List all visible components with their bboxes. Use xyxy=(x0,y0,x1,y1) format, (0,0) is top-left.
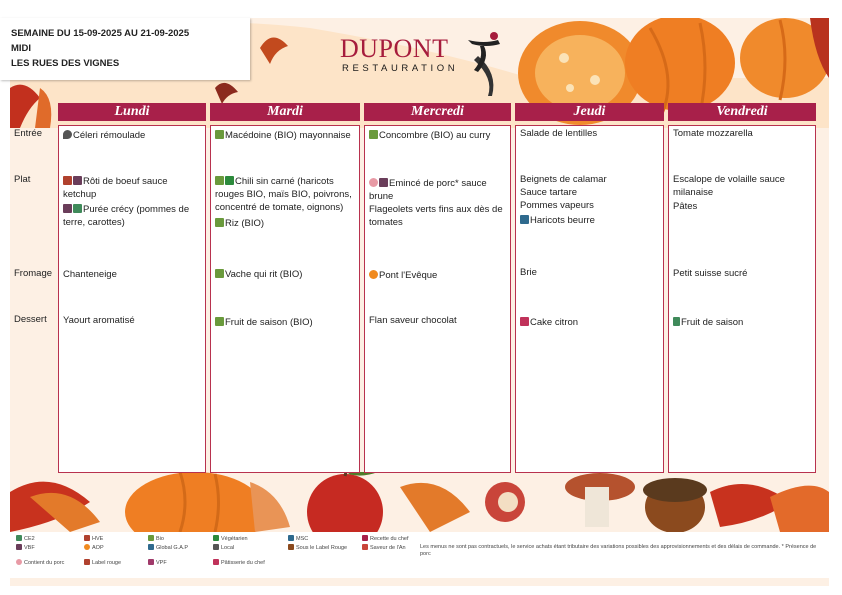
sous-label-rouge-icon xyxy=(288,544,294,550)
day-column-jeudi xyxy=(515,125,664,473)
legend-item: Pâtisserie du chef xyxy=(213,559,265,567)
legend-item: MSC xyxy=(288,535,308,543)
legend-disclaimer: Les menus ne sont pas contractuels, le service achats étant tributaire des variations possibles des approvisionnements et des délais de commande. * Présence de porc xyxy=(420,544,817,557)
label-rouge-icon xyxy=(63,176,72,185)
day-header-mercredi: Mercredi xyxy=(364,103,511,121)
logo-name: DUPONT xyxy=(340,34,449,63)
menu-item-fromage: Chanteneige xyxy=(63,269,117,280)
menu-item-entree: Salade de lentilles xyxy=(520,128,598,139)
menu-item-fromage: Petit suisse sucré xyxy=(673,268,748,279)
legend-item: AOP xyxy=(84,544,104,552)
legend-item: Local xyxy=(213,544,234,552)
vbf-icon xyxy=(73,176,82,185)
autumn-harvest-illustration-bottom xyxy=(10,472,829,532)
vegetarien-icon xyxy=(225,176,234,185)
ce2-icon xyxy=(73,204,82,213)
hve-icon xyxy=(63,204,72,213)
vegetarien-icon xyxy=(213,535,219,541)
day-header-mardi: Mardi xyxy=(210,103,360,121)
bio-icon xyxy=(215,317,224,326)
bio-icon xyxy=(215,218,224,227)
week-range: SEMAINE DU 15-09-2025 AU 21-09-2025 xyxy=(11,28,190,39)
bio-icon xyxy=(215,269,224,278)
menu-item-dessert: Yaourt aromatisé xyxy=(63,315,135,326)
contient-du-porc-icon xyxy=(369,178,378,187)
legend-item: Saveur de l'An xyxy=(362,544,406,552)
day-column-mardi xyxy=(210,125,360,473)
vpf-icon xyxy=(148,559,154,565)
menu-item-entree: Céleri rémoulade xyxy=(59,129,205,142)
menu-item-entree: Macédoine (BIO) mayonnaise xyxy=(211,129,359,142)
menu-item-plat: Beignets de calamar xyxy=(520,174,607,185)
menu-item-plat: Escalope de volaille sauce milanaise xyxy=(673,174,785,198)
legend-item: VPF xyxy=(148,559,167,567)
bio-icon xyxy=(215,130,224,139)
menu-item-fromage: Brie xyxy=(520,267,537,278)
row-label-plat: Plat xyxy=(14,174,31,185)
local-fruit-icon xyxy=(673,317,680,326)
row-label-dessert: Dessert xyxy=(14,314,47,325)
legend-item: Global G.A.P xyxy=(148,544,188,552)
menu-item-dessert: Cake citron xyxy=(516,316,663,329)
legend-item: Bio xyxy=(148,535,164,543)
menu-header-card xyxy=(0,18,250,80)
day-column-lundi xyxy=(58,125,206,473)
legend-item: HVE xyxy=(84,535,103,543)
menu-item-fromage: Vache qui rit (BIO) xyxy=(211,268,359,281)
menu-item-dessert: Fruit de saison xyxy=(669,316,815,329)
logo-subtitle: RESTAURATION xyxy=(342,63,459,74)
bio-icon xyxy=(148,535,154,541)
patisserie-du-chef-icon xyxy=(213,559,219,565)
label-rouge-icon xyxy=(84,559,90,565)
menu-item-legume: Haricots beurre xyxy=(516,214,663,227)
row-label-entree: Entrée xyxy=(14,128,42,139)
menu-item-plat: Rôti de boeuf sauce ketchup xyxy=(63,176,168,200)
legend-item: Végétarien xyxy=(213,535,248,543)
menu-item-accompagnement: Flageolets verts fins aux dès de tomates xyxy=(369,204,503,228)
vpf-icon xyxy=(379,178,388,187)
aop-icon xyxy=(84,544,90,550)
label-legend xyxy=(10,532,829,578)
recette-du-chef-icon xyxy=(362,535,368,541)
bio-icon xyxy=(369,130,378,139)
legend-item: CE2 xyxy=(16,535,35,543)
legend-item: Contient du porc xyxy=(16,559,64,567)
day-column-vendredi xyxy=(668,125,816,473)
aop-icon xyxy=(369,270,378,279)
ce2-icon xyxy=(16,535,22,541)
hve-icon xyxy=(84,535,90,541)
patisserie-du-chef-icon xyxy=(520,317,529,326)
global-gap-icon xyxy=(520,215,529,224)
menu-item-dessert: Flan saveur chocolat xyxy=(369,315,457,326)
legend-item: Recette du chef xyxy=(362,535,409,543)
legend-item: Label rouge xyxy=(84,559,121,567)
menu-item-accompagnement: Riz (BIO) xyxy=(211,217,359,230)
menu-item-accompagnement: Pommes vapeurs xyxy=(520,200,594,211)
row-label-fromage: Fromage xyxy=(14,268,53,279)
menu-item-entree: Tomate mozzarella xyxy=(673,128,753,139)
menu-item-sauce: Sauce tartare xyxy=(520,187,578,198)
dupont-restauration-logo xyxy=(340,36,510,80)
global-gap-icon xyxy=(148,544,154,550)
day-column-mercredi xyxy=(364,125,511,473)
legend-item: VBF xyxy=(16,544,35,552)
contient-du-porc-icon xyxy=(16,559,22,565)
vbf-icon xyxy=(16,544,22,550)
msc-icon xyxy=(288,535,294,541)
day-header-lundi: Lundi xyxy=(58,103,206,121)
site-name: LES RUES DES VIGNES xyxy=(11,58,120,69)
local-icon xyxy=(63,130,72,139)
day-header-vendredi: Vendredi xyxy=(668,103,816,121)
menu-item-dessert: Fruit de saison (BIO) xyxy=(211,316,359,329)
menu-item-accompagnement: Purée crécy (pommes de terre, carottes) xyxy=(63,204,190,228)
legend-item: Sous le Label Rouge xyxy=(288,544,348,552)
menu-item-plat: Chili sin carné (haricots rouges BIO, maïs BIO, poivrons, concentré de tomate, oignons) xyxy=(215,176,352,213)
logo-figure-icon xyxy=(464,30,506,74)
local-icon xyxy=(213,544,219,550)
menu-item-accompagnement: Pâtes xyxy=(673,201,698,212)
menu-item-plat: Emincé de porc* sauce brune xyxy=(369,178,487,202)
menu-item-fromage: Pont l'Evêque xyxy=(365,269,510,282)
bio-icon xyxy=(215,176,224,185)
day-header-jeudi: Jeudi xyxy=(515,103,664,121)
menu-item-entree: Concombre (BIO) au curry xyxy=(365,129,510,142)
saveur-de-lan-icon xyxy=(362,544,368,550)
service-label: MIDI xyxy=(11,43,32,54)
